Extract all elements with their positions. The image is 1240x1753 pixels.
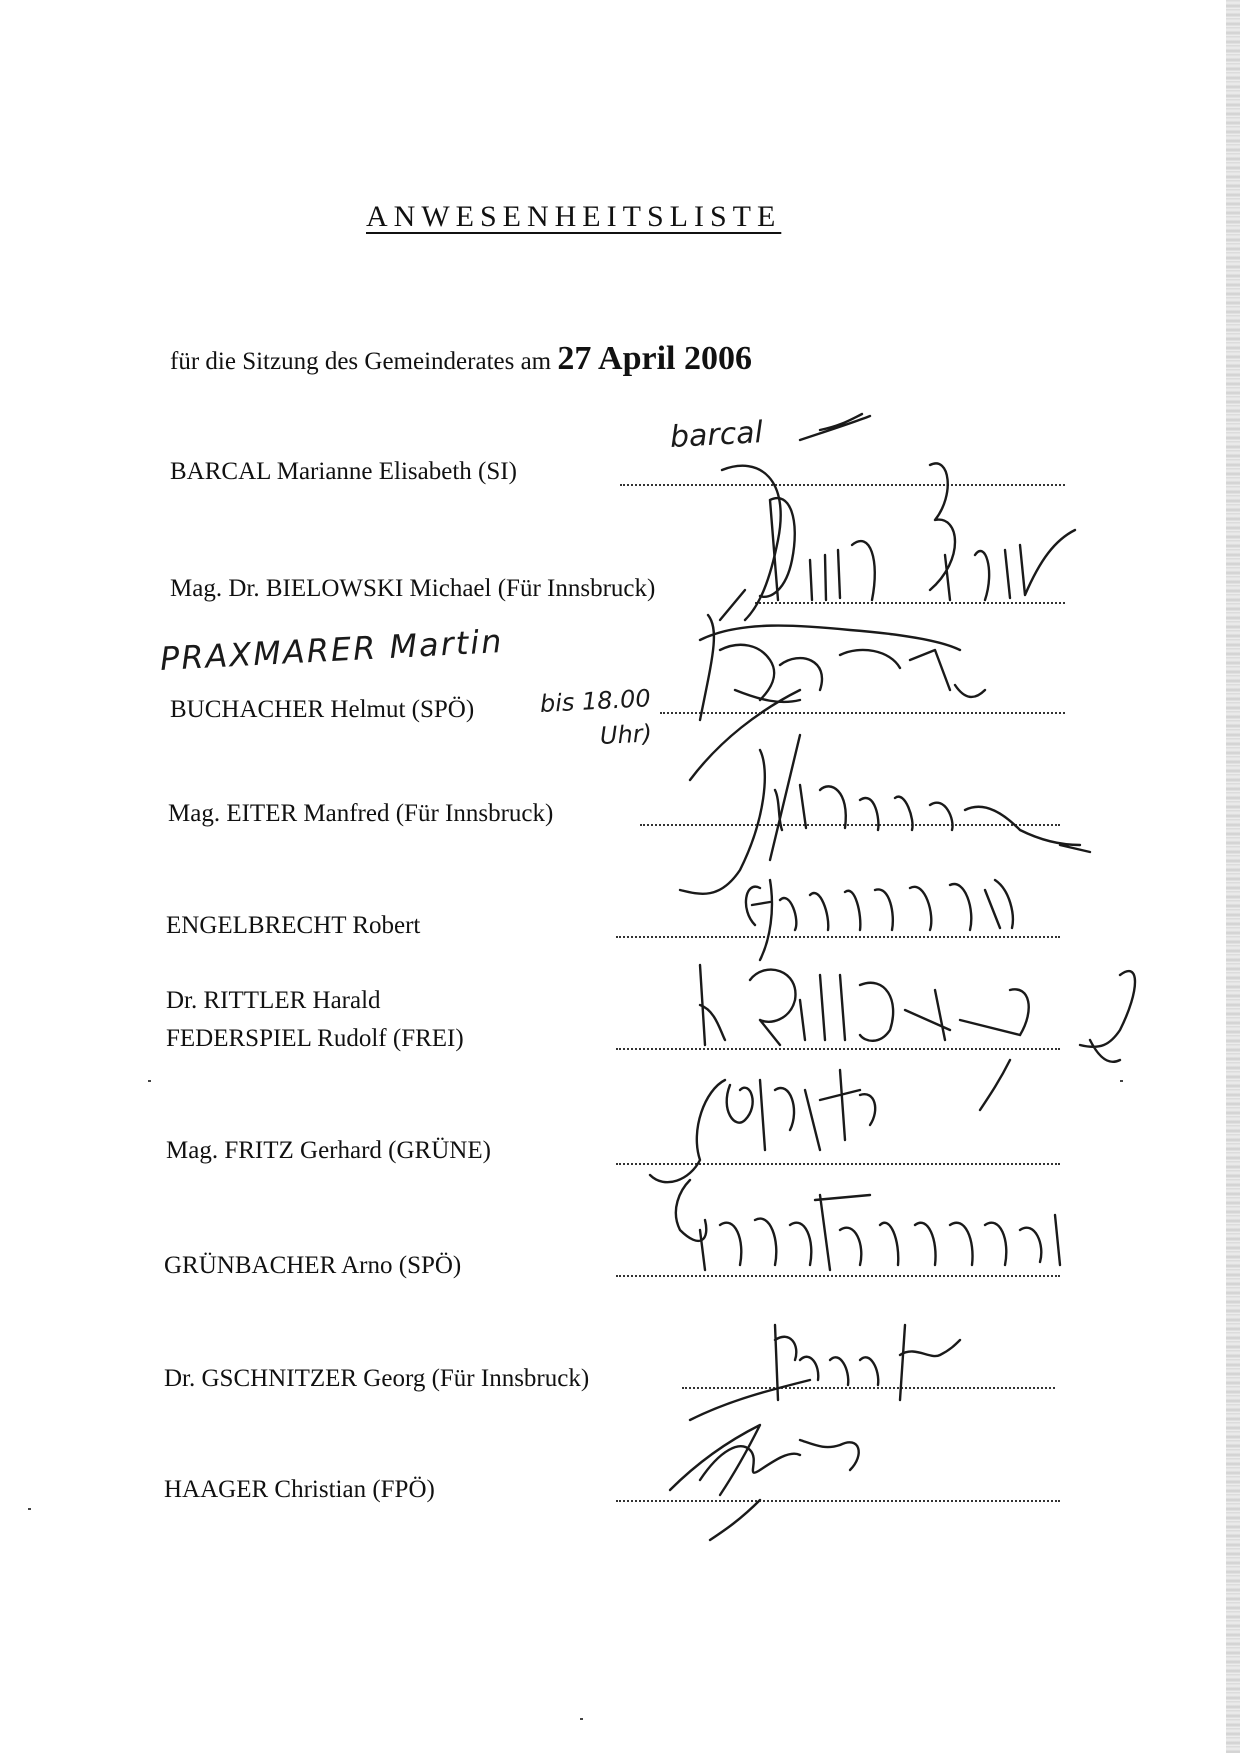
haager-signature <box>670 1425 859 1540</box>
signature-line-bielowski <box>755 602 1065 604</box>
scan-speck <box>580 1718 583 1720</box>
signature-line-haager <box>616 1500 1060 1502</box>
praxmarer-signature <box>690 615 985 780</box>
scan-speck <box>148 1080 151 1082</box>
attendee-name-rittler: Dr. RITTLER Harald <box>166 987 381 1014</box>
handwritten-replacement-name: PRAXMARER Martin <box>159 622 505 678</box>
bielowski-signature <box>720 463 1075 620</box>
signature-line-barcal <box>620 484 1065 486</box>
engelbrecht-signature <box>746 880 1013 960</box>
attendee-name-eiter: Mag. EITER Manfred (Für Innsbruck) <box>168 800 554 827</box>
subtitle-text: für die Sitzung des Gemeinderates am <box>170 348 552 375</box>
attendee-name-fritz: Mag. FRITZ Gerhard (GRÜNE) <box>166 1137 491 1164</box>
barcal-signature: barcal <box>669 415 764 455</box>
attendee-name-gruenbacher: GRÜNBACHER Arno (SPÖ) <box>164 1252 462 1279</box>
signature-line-eiter <box>640 824 1060 826</box>
signature-line-rittler-federspiel <box>616 1048 1060 1050</box>
signature-line-engelbrecht <box>616 936 1060 938</box>
scan-edge-artifact <box>1226 0 1240 1753</box>
attendee-name-federspiel: FEDERSPIEL Rudolf (FREI) <box>166 1025 464 1052</box>
meeting-date: 27 April 2006 <box>557 340 752 377</box>
handwritten-note-time: bis 18.00 <box>539 684 652 718</box>
handwritten-note-uhr: Uhr) <box>599 719 653 750</box>
attendee-name-gschnitzer: Dr. GSCHNITZER Georg (Für Innsbruck) <box>164 1365 590 1392</box>
attendee-name-barcal: BARCAL Marianne Elisabeth (SI) <box>170 458 517 485</box>
rittler-federspiel-signature <box>700 965 1135 1110</box>
signature-line-fritz <box>616 1163 1060 1165</box>
gruenbacher-signature <box>676 1180 1060 1270</box>
fritz-signature <box>650 1070 875 1182</box>
attendee-name-engelbrecht: ENGELBRECHT Robert <box>166 912 421 939</box>
meeting-subtitle <box>170 340 752 378</box>
document-title: ANWESENHEITSLISTE <box>366 200 782 233</box>
attendee-name-bielowski: Mag. Dr. BIELOWSKI Michael (Für Innsbruck) <box>170 575 656 602</box>
scan-speck <box>28 1508 31 1510</box>
gschnitzer-signature <box>690 1325 960 1420</box>
attendee-name-buchacher: BUCHACHER Helmut (SPÖ) <box>170 696 475 723</box>
signature-line-buchacher <box>660 712 1065 714</box>
signature-line-gruenbacher <box>616 1275 1060 1277</box>
signature-line-gschnitzer <box>682 1387 1055 1389</box>
scan-speck <box>1120 1080 1123 1082</box>
attendee-name-haager: HAAGER Christian (FPÖ) <box>164 1476 435 1503</box>
eiter-signature <box>680 735 1090 894</box>
